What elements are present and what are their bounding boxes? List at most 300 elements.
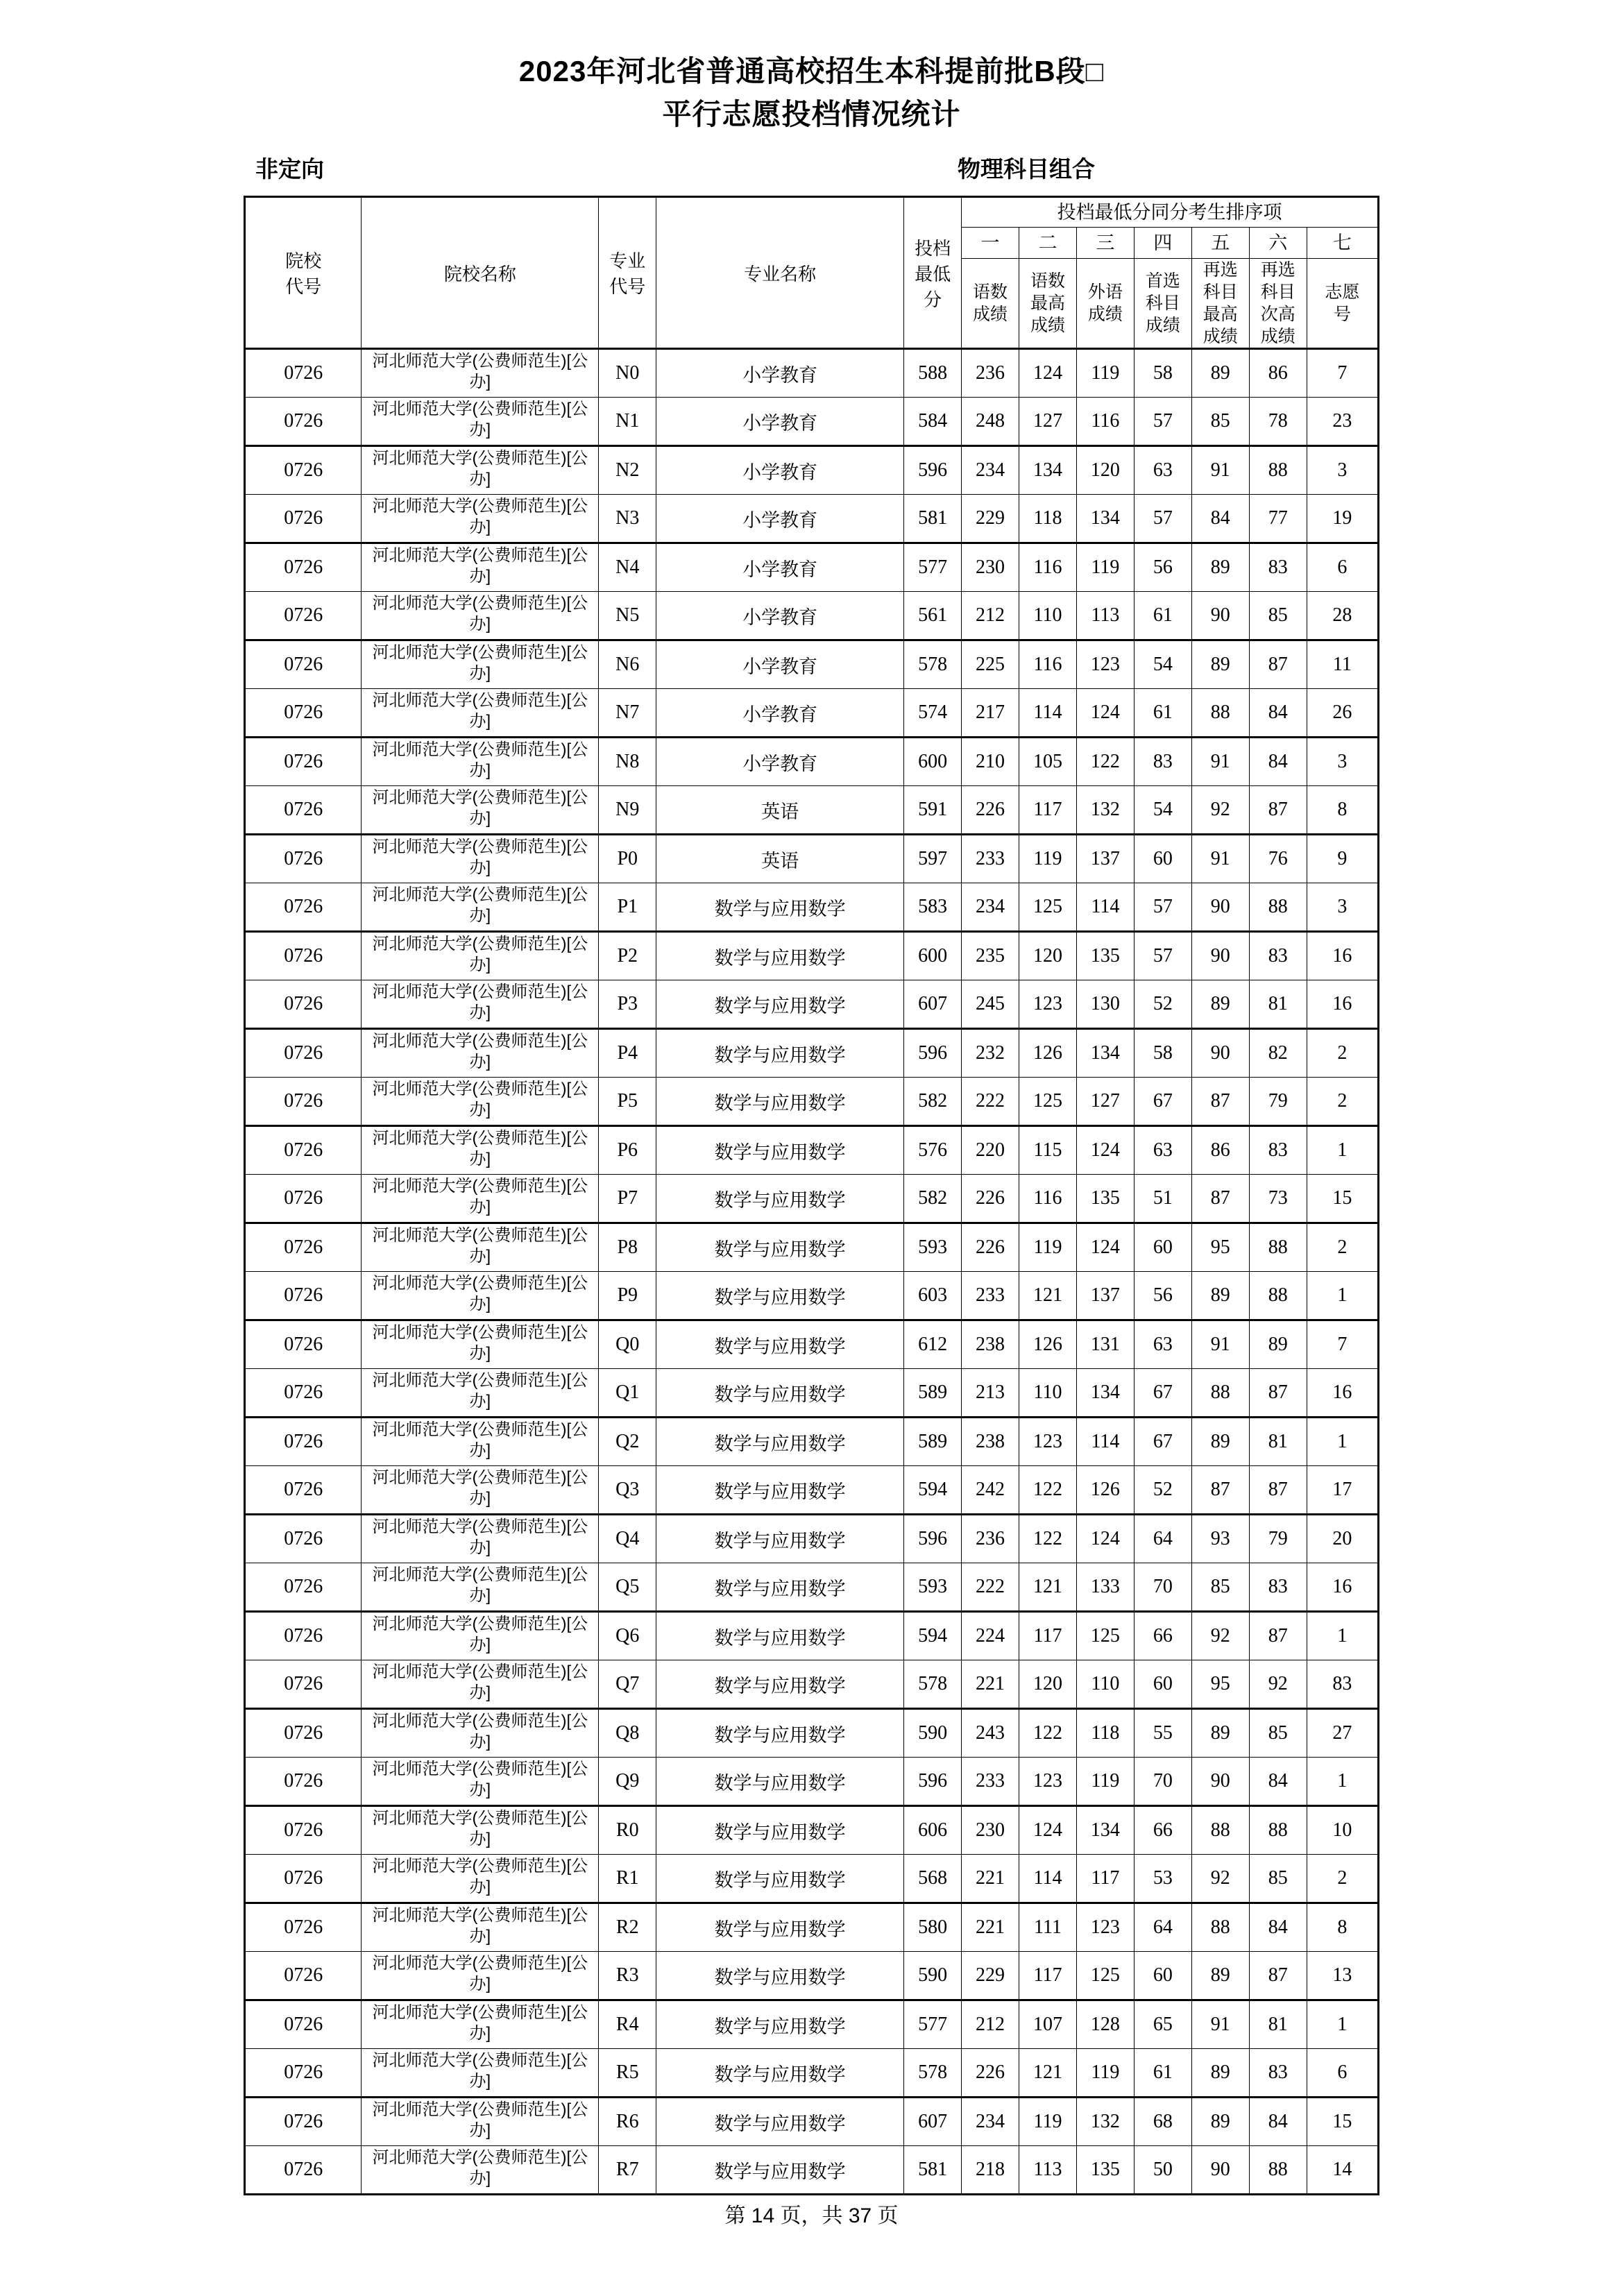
- row-tiebreak-7: 83: [1307, 1660, 1378, 1709]
- row-major-name: 数学与应用数学: [656, 1272, 904, 1320]
- row-school-code: 0726: [245, 1466, 362, 1515]
- header-row-group: [245, 197, 1379, 228]
- enrollment-type-label: 非定向: [255, 156, 324, 182]
- row-tiebreak-2: 119: [1019, 835, 1077, 883]
- table-row: [245, 640, 1379, 689]
- row-school-code: 0726: [245, 1563, 362, 1612]
- row-min-score: 593: [904, 1223, 962, 1272]
- row-tiebreak-5: 95: [1191, 1660, 1249, 1709]
- row-tiebreak-6: 84: [1249, 2098, 1307, 2146]
- row-school-name: 河北师范大学(公费师范生)[公办]: [362, 349, 599, 398]
- row-school-name: 河北师范大学(公费师范生)[公办]: [362, 1418, 599, 1466]
- row-tiebreak-3: 132: [1076, 2098, 1134, 2146]
- row-school-name: 河北师范大学(公费师范生)[公办]: [362, 446, 599, 495]
- row-tiebreak-3: 134: [1076, 1369, 1134, 1418]
- row-tiebreak-3: 120: [1076, 446, 1134, 495]
- row-major-code: P2: [599, 932, 656, 980]
- row-tiebreak-3: 119: [1076, 2049, 1134, 2098]
- header-min-score-line3: 分: [924, 289, 942, 310]
- table-row: [245, 1126, 1379, 1175]
- row-tiebreak-7: 28: [1307, 592, 1378, 640]
- row-tiebreak-1: 234: [962, 2098, 1019, 2146]
- row-school-name: 河北师范大学(公费师范生)[公办]: [362, 2098, 599, 2146]
- table-row: [245, 2000, 1379, 2049]
- row-tiebreak-3: 114: [1076, 1418, 1134, 1466]
- row-tiebreak-2: 116: [1019, 640, 1077, 689]
- table-row: [245, 2098, 1379, 2146]
- page-footer: 第 14 页，共 37 页: [724, 2204, 899, 2227]
- header-ordinal-6: 六: [1249, 228, 1307, 259]
- row-school-code: 0726: [245, 980, 362, 1029]
- row-tiebreak-1: 217: [962, 689, 1019, 738]
- row-tiebreak-6: 81: [1249, 980, 1307, 1029]
- row-tiebreak-5: 87: [1191, 1078, 1249, 1126]
- row-tiebreak-6: 92: [1249, 1660, 1307, 1709]
- row-major-name: 数学与应用数学: [656, 1515, 904, 1563]
- row-school-name: 河北师范大学(公费师范生)[公办]: [362, 543, 599, 592]
- row-tiebreak-4: 50: [1134, 2146, 1191, 2195]
- row-tiebreak-7: 3: [1307, 738, 1378, 786]
- row-tiebreak-2: 126: [1019, 1320, 1077, 1369]
- row-tiebreak-3: 135: [1076, 2146, 1134, 2195]
- row-major-code: R1: [599, 1855, 656, 1903]
- row-school-code: 0726: [245, 640, 362, 689]
- row-tiebreak-5: 85: [1191, 1563, 1249, 1612]
- row-tiebreak-5: 92: [1191, 786, 1249, 835]
- row-tiebreak-3: 119: [1076, 349, 1134, 398]
- row-tiebreak-3: 134: [1076, 495, 1134, 543]
- row-school-name: 河北师范大学(公费师范生)[公办]: [362, 932, 599, 980]
- row-major-name: 小学教育: [656, 640, 904, 689]
- row-tiebreak-7: 2: [1307, 1078, 1378, 1126]
- row-tiebreak-4: 70: [1134, 1758, 1191, 1806]
- row-min-score: 582: [904, 1078, 962, 1126]
- row-major-code: Q2: [599, 1418, 656, 1466]
- row-tiebreak-4: 57: [1134, 495, 1191, 543]
- row-tiebreak-3: 132: [1076, 786, 1134, 835]
- row-tiebreak-4: 61: [1134, 689, 1191, 738]
- row-school-name: 河北师范大学(公费师范生)[公办]: [362, 2000, 599, 2049]
- row-tiebreak-1: 233: [962, 835, 1019, 883]
- row-school-code: 0726: [245, 592, 362, 640]
- table-row: [245, 689, 1379, 738]
- row-major-name: 数学与应用数学: [656, 1369, 904, 1418]
- row-tiebreak-1: 222: [962, 1563, 1019, 1612]
- category-bar: [0, 154, 1623, 193]
- header-major-code: [599, 197, 656, 349]
- row-school-name: 河北师范大学(公费师范生)[公办]: [362, 1175, 599, 1223]
- row-tiebreak-4: 54: [1134, 786, 1191, 835]
- row-tiebreak-2: 111: [1019, 1903, 1077, 1952]
- row-tiebreak-1: 236: [962, 349, 1019, 398]
- row-tiebreak-6: 88: [1249, 1223, 1307, 1272]
- row-tiebreak-2: 121: [1019, 2049, 1077, 2098]
- row-tiebreak-7: 17: [1307, 1466, 1378, 1515]
- row-tiebreak-7: 1: [1307, 1612, 1378, 1660]
- row-tiebreak-1: 221: [962, 1660, 1019, 1709]
- row-school-name: 河北师范大学(公费师范生)[公办]: [362, 1758, 599, 1806]
- row-tiebreak-6: 88: [1249, 2146, 1307, 2195]
- row-tiebreak-2: 119: [1019, 2098, 1077, 2146]
- row-tiebreak-1: 248: [962, 398, 1019, 446]
- row-tiebreak-3: 113: [1076, 592, 1134, 640]
- table-body: [245, 349, 1379, 2195]
- row-tiebreak-4: 66: [1134, 1612, 1191, 1660]
- header-sub-secondary-subject-second: [1249, 259, 1307, 349]
- row-min-score: 594: [904, 1612, 962, 1660]
- row-tiebreak-4: 83: [1134, 738, 1191, 786]
- row-tiebreak-2: 113: [1019, 2146, 1077, 2195]
- row-tiebreak-5: 90: [1191, 2146, 1249, 2195]
- row-tiebreak-5: 84: [1191, 495, 1249, 543]
- row-tiebreak-4: 51: [1134, 1175, 1191, 1223]
- row-school-name: 河北师范大学(公费师范生)[公办]: [362, 1272, 599, 1320]
- row-major-code: Q4: [599, 1515, 656, 1563]
- row-major-name: 数学与应用数学: [656, 1758, 904, 1806]
- row-tiebreak-3: 131: [1076, 1320, 1134, 1369]
- table-row: [245, 1903, 1379, 1952]
- row-tiebreak-7: 11: [1307, 640, 1378, 689]
- row-tiebreak-2: 114: [1019, 689, 1077, 738]
- table-row: [245, 1272, 1379, 1320]
- row-major-code: Q1: [599, 1369, 656, 1418]
- row-min-score: 607: [904, 980, 962, 1029]
- row-tiebreak-3: 124: [1076, 689, 1134, 738]
- row-major-name: 小学教育: [656, 349, 904, 398]
- row-min-score: 594: [904, 1466, 962, 1515]
- table-row: [245, 495, 1379, 543]
- row-major-name: 数学与应用数学: [656, 980, 904, 1029]
- row-tiebreak-4: 60: [1134, 1660, 1191, 1709]
- row-tiebreak-2: 122: [1019, 1515, 1077, 1563]
- row-tiebreak-4: 70: [1134, 1563, 1191, 1612]
- row-major-code: N0: [599, 349, 656, 398]
- row-tiebreak-7: 8: [1307, 1903, 1378, 1952]
- subject-combination-label: 物理科目组合: [958, 156, 1095, 182]
- row-tiebreak-6: 87: [1249, 786, 1307, 835]
- row-school-name: 河北师范大学(公费师范生)[公办]: [362, 883, 599, 932]
- header-sub-text: 语数 成绩: [973, 282, 1008, 324]
- row-tiebreak-3: 124: [1076, 1126, 1134, 1175]
- row-tiebreak-2: 122: [1019, 1466, 1077, 1515]
- row-major-name: 数学与应用数学: [656, 2146, 904, 2195]
- row-school-code: 0726: [245, 1418, 362, 1466]
- row-tiebreak-5: 91: [1191, 446, 1249, 495]
- row-tiebreak-4: 66: [1134, 1806, 1191, 1855]
- row-min-score: 577: [904, 543, 962, 592]
- row-tiebreak-2: 110: [1019, 1369, 1077, 1418]
- row-tiebreak-5: 89: [1191, 349, 1249, 398]
- row-tiebreak-6: 78: [1249, 398, 1307, 446]
- header-ordinal-5: 五: [1191, 228, 1249, 259]
- header-ordinal-1: 一: [962, 228, 1019, 259]
- row-school-code: 0726: [245, 1272, 362, 1320]
- row-tiebreak-2: 124: [1019, 1806, 1077, 1855]
- row-tiebreak-1: 232: [962, 1029, 1019, 1078]
- row-tiebreak-4: 63: [1134, 1126, 1191, 1175]
- row-major-code: N2: [599, 446, 656, 495]
- row-major-name: 小学教育: [656, 738, 904, 786]
- row-tiebreak-2: 125: [1019, 1078, 1077, 1126]
- row-tiebreak-6: 79: [1249, 1515, 1307, 1563]
- admission-table-container: [244, 196, 1379, 2195]
- row-tiebreak-2: 123: [1019, 1758, 1077, 1806]
- row-tiebreak-1: 235: [962, 932, 1019, 980]
- row-tiebreak-2: 127: [1019, 398, 1077, 446]
- row-school-name: 河北师范大学(公费师范生)[公办]: [362, 1223, 599, 1272]
- header-sub-chinese-math-score: [962, 259, 1019, 349]
- header-min-score: [904, 197, 962, 349]
- row-major-code: R0: [599, 1806, 656, 1855]
- row-tiebreak-3: 126: [1076, 1466, 1134, 1515]
- row-tiebreak-5: 88: [1191, 1369, 1249, 1418]
- row-tiebreak-4: 56: [1134, 543, 1191, 592]
- row-tiebreak-7: 6: [1307, 543, 1378, 592]
- row-tiebreak-7: 10: [1307, 1806, 1378, 1855]
- row-tiebreak-2: 122: [1019, 1709, 1077, 1758]
- row-tiebreak-5: 91: [1191, 738, 1249, 786]
- row-tiebreak-5: 85: [1191, 398, 1249, 446]
- row-school-code: 0726: [245, 2146, 362, 2195]
- row-tiebreak-3: 123: [1076, 1903, 1134, 1952]
- row-tiebreak-5: 87: [1191, 1175, 1249, 1223]
- row-tiebreak-5: 91: [1191, 2000, 1249, 2049]
- table-row: [245, 980, 1379, 1029]
- row-tiebreak-5: 88: [1191, 1903, 1249, 1952]
- row-tiebreak-5: 89: [1191, 543, 1249, 592]
- table-row: [245, 349, 1379, 398]
- table-row: [245, 1078, 1379, 1126]
- row-tiebreak-3: 119: [1076, 543, 1134, 592]
- row-tiebreak-4: 68: [1134, 2098, 1191, 2146]
- row-school-name: 河北师范大学(公费师范生)[公办]: [362, 1369, 599, 1418]
- row-tiebreak-4: 60: [1134, 835, 1191, 883]
- row-tiebreak-5: 90: [1191, 592, 1249, 640]
- header-ordinal-4: 四: [1134, 228, 1191, 259]
- row-tiebreak-2: 120: [1019, 1660, 1077, 1709]
- row-tiebreak-3: 119: [1076, 1758, 1134, 1806]
- row-tiebreak-4: 65: [1134, 2000, 1191, 2049]
- row-min-score: 600: [904, 932, 962, 980]
- row-major-code: P0: [599, 835, 656, 883]
- row-tiebreak-2: 117: [1019, 786, 1077, 835]
- row-school-name: 河北师范大学(公费师范生)[公办]: [362, 1612, 599, 1660]
- table-row: [245, 1515, 1379, 1563]
- row-tiebreak-6: 88: [1249, 1806, 1307, 1855]
- row-school-name: 河北师范大学(公费师范生)[公办]: [362, 1466, 599, 1515]
- row-school-name: 河北师范大学(公费师范生)[公办]: [362, 1709, 599, 1758]
- row-tiebreak-2: 120: [1019, 932, 1077, 980]
- row-school-name: 河北师范大学(公费师范生)[公办]: [362, 1078, 599, 1126]
- table-row: [245, 398, 1379, 446]
- row-tiebreak-7: 20: [1307, 1515, 1378, 1563]
- row-tiebreak-3: 118: [1076, 1709, 1134, 1758]
- table-row: [245, 932, 1379, 980]
- row-major-name: 数学与应用数学: [656, 1466, 904, 1515]
- row-tiebreak-6: 85: [1249, 1855, 1307, 1903]
- row-major-code: N5: [599, 592, 656, 640]
- row-school-code: 0726: [245, 1078, 362, 1126]
- row-major-code: R2: [599, 1903, 656, 1952]
- row-min-score: 568: [904, 1855, 962, 1903]
- row-major-name: 数学与应用数学: [656, 1563, 904, 1612]
- header-sub-text: 语数 最高 成绩: [1030, 271, 1065, 335]
- row-tiebreak-7: 2: [1307, 1855, 1378, 1903]
- row-major-code: P5: [599, 1078, 656, 1126]
- row-tiebreak-2: 134: [1019, 446, 1077, 495]
- row-tiebreak-5: 89: [1191, 1952, 1249, 2000]
- row-major-code: R3: [599, 1952, 656, 2000]
- header-sub-text: 首选 科目 成绩: [1145, 271, 1180, 335]
- row-tiebreak-4: 58: [1134, 1029, 1191, 1078]
- row-tiebreak-6: 81: [1249, 1418, 1307, 1466]
- row-tiebreak-3: 137: [1076, 835, 1134, 883]
- row-min-score: 578: [904, 640, 962, 689]
- row-min-score: 607: [904, 2098, 962, 2146]
- row-tiebreak-7: 2: [1307, 1029, 1378, 1078]
- row-tiebreak-7: 16: [1307, 1369, 1378, 1418]
- header-ordinal-3: 三: [1076, 228, 1134, 259]
- row-school-name: 河北师范大学(公费师范生)[公办]: [362, 2049, 599, 2098]
- row-min-score: 593: [904, 1563, 962, 1612]
- table-row: [245, 1855, 1379, 1903]
- row-tiebreak-7: 7: [1307, 1320, 1378, 1369]
- row-tiebreak-3: 125: [1076, 1952, 1134, 2000]
- table-row: [245, 543, 1379, 592]
- row-school-name: 河北师范大学(公费师范生)[公办]: [362, 1515, 599, 1563]
- row-major-name: 数学与应用数学: [656, 1078, 904, 1126]
- header-sub-text: 志愿 号: [1325, 282, 1360, 324]
- row-tiebreak-4: 54: [1134, 640, 1191, 689]
- row-major-name: 数学与应用数学: [656, 2098, 904, 2146]
- row-tiebreak-1: 226: [962, 2049, 1019, 2098]
- row-school-code: 0726: [245, 1855, 362, 1903]
- row-major-code: P9: [599, 1272, 656, 1320]
- row-tiebreak-1: 229: [962, 1952, 1019, 2000]
- row-min-score: 606: [904, 1806, 962, 1855]
- row-major-code: N3: [599, 495, 656, 543]
- row-min-score: 578: [904, 1660, 962, 1709]
- row-tiebreak-2: 125: [1019, 883, 1077, 932]
- row-tiebreak-3: 124: [1076, 1515, 1134, 1563]
- row-school-code: 0726: [245, 1223, 362, 1272]
- row-school-name: 河北师范大学(公费师范生)[公办]: [362, 689, 599, 738]
- row-tiebreak-7: 27: [1307, 1709, 1378, 1758]
- row-major-code: Q0: [599, 1320, 656, 1369]
- row-major-name: 数学与应用数学: [656, 1320, 904, 1369]
- row-school-code: 0726: [245, 883, 362, 932]
- row-tiebreak-4: 63: [1134, 446, 1191, 495]
- row-tiebreak-3: 135: [1076, 1175, 1134, 1223]
- row-tiebreak-5: 91: [1191, 835, 1249, 883]
- row-tiebreak-3: 122: [1076, 738, 1134, 786]
- row-tiebreak-4: 56: [1134, 1272, 1191, 1320]
- row-tiebreak-1: 243: [962, 1709, 1019, 1758]
- header-school-code-line1: 院校: [285, 251, 322, 271]
- row-school-name: 河北师范大学(公费师范生)[公办]: [362, 1320, 599, 1369]
- row-major-code: R7: [599, 2146, 656, 2195]
- row-major-code: P8: [599, 1223, 656, 1272]
- row-school-code: 0726: [245, 1903, 362, 1952]
- row-major-name: 数学与应用数学: [656, 1418, 904, 1466]
- row-tiebreak-2: 110: [1019, 592, 1077, 640]
- row-min-score: 596: [904, 1758, 962, 1806]
- row-tiebreak-6: 77: [1249, 495, 1307, 543]
- row-tiebreak-1: 221: [962, 1855, 1019, 1903]
- row-min-score: 581: [904, 495, 962, 543]
- row-tiebreak-1: 222: [962, 1078, 1019, 1126]
- table-row: [245, 1223, 1379, 1272]
- row-tiebreak-1: 234: [962, 446, 1019, 495]
- row-tiebreak-1: 226: [962, 1175, 1019, 1223]
- row-tiebreak-3: 110: [1076, 1660, 1134, 1709]
- row-tiebreak-2: 117: [1019, 1952, 1077, 2000]
- row-tiebreak-1: 220: [962, 1126, 1019, 1175]
- row-tiebreak-6: 87: [1249, 1952, 1307, 2000]
- row-min-score: 582: [904, 1175, 962, 1223]
- row-school-code: 0726: [245, 1126, 362, 1175]
- row-tiebreak-4: 55: [1134, 1709, 1191, 1758]
- row-tiebreak-3: 137: [1076, 1272, 1134, 1320]
- table-row: [245, 1563, 1379, 1612]
- row-tiebreak-6: 84: [1249, 689, 1307, 738]
- row-tiebreak-5: 89: [1191, 980, 1249, 1029]
- header-sub-foreign-language-score: [1076, 259, 1134, 349]
- row-tiebreak-7: 1: [1307, 2000, 1378, 2049]
- row-tiebreak-3: 114: [1076, 883, 1134, 932]
- row-school-name: 河北师范大学(公费师范生)[公办]: [362, 738, 599, 786]
- row-tiebreak-6: 73: [1249, 1175, 1307, 1223]
- title-line-2: 平行志愿投档情况统计: [662, 98, 961, 130]
- row-tiebreak-6: 88: [1249, 446, 1307, 495]
- header-school-name: 院校名称: [362, 197, 599, 349]
- row-school-code: 0726: [245, 689, 362, 738]
- row-tiebreak-7: 19: [1307, 495, 1378, 543]
- row-major-name: 数学与应用数学: [656, 1806, 904, 1855]
- row-school-code: 0726: [245, 1660, 362, 1709]
- row-major-name: 数学与应用数学: [656, 1223, 904, 1272]
- row-tiebreak-3: 116: [1076, 398, 1134, 446]
- row-tiebreak-6: 84: [1249, 1903, 1307, 1952]
- row-min-score: 612: [904, 1320, 962, 1369]
- table-row: [245, 446, 1379, 495]
- table-row: [245, 1369, 1379, 1418]
- row-tiebreak-7: 8: [1307, 786, 1378, 835]
- row-school-code: 0726: [245, 1952, 362, 2000]
- row-tiebreak-2: 116: [1019, 1175, 1077, 1223]
- row-tiebreak-1: 238: [962, 1320, 1019, 1369]
- row-tiebreak-7: 1: [1307, 1418, 1378, 1466]
- row-tiebreak-6: 85: [1249, 592, 1307, 640]
- row-major-code: P7: [599, 1175, 656, 1223]
- row-school-code: 0726: [245, 738, 362, 786]
- row-school-name: 河北师范大学(公费师范生)[公办]: [362, 1952, 599, 2000]
- row-tiebreak-1: 236: [962, 1515, 1019, 1563]
- row-tiebreak-1: 225: [962, 640, 1019, 689]
- table-row: [245, 835, 1379, 883]
- table-row: [245, 738, 1379, 786]
- row-tiebreak-7: 2: [1307, 1223, 1378, 1272]
- header-major-name: 专业名称: [656, 197, 904, 349]
- row-tiebreak-6: 88: [1249, 883, 1307, 932]
- row-min-score: 589: [904, 1418, 962, 1466]
- row-tiebreak-4: 60: [1134, 1223, 1191, 1272]
- table-row: [245, 1660, 1379, 1709]
- row-tiebreak-5: 89: [1191, 1272, 1249, 1320]
- row-tiebreak-4: 60: [1134, 1952, 1191, 2000]
- row-tiebreak-3: 117: [1076, 1855, 1134, 1903]
- row-tiebreak-2: 118: [1019, 495, 1077, 543]
